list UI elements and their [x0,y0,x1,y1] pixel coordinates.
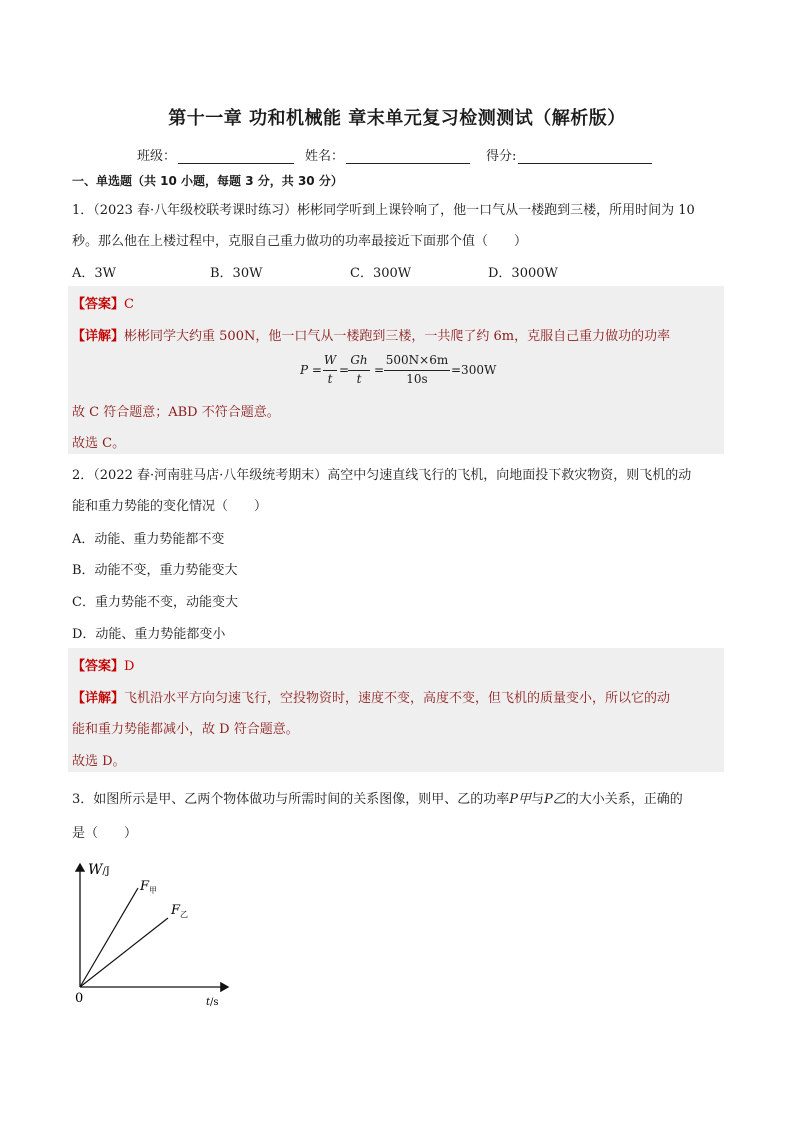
q1-final: 故选 C。 [72,436,126,451]
section-heading: 一、单选题（共 10 小题，每题 3 分，共 30 分） [72,174,343,188]
q2-stem-line2: 能和重力势能的变化情况（ ） [72,499,268,514]
q1-detail-tag: 【详解】 [72,329,125,344]
q1-stem-line1: 1．（2023 春·八年级校联考课时练习）彬彬同学听到上课铃响了，他一口气从一楼跑到三楼，所用时间为 10 [72,203,695,218]
q2-answer [72,655,134,674]
origin-label: 0 [75,991,84,1006]
class-field[interactable] [137,145,294,164]
formula-result: =300W [451,363,497,377]
formula-frac-values [384,353,450,389]
frac3-num: 500N×6m [385,353,449,367]
q1-detail-text: 彬彬同学大约重 500N，他一口气从一楼跑到三楼，一共爬了约 6m，克服自己重力做功的功率 [124,329,671,344]
q2-option-c: C．重力势能不变，动能变大 [72,595,238,610]
q3-stem-line1 [72,788,683,807]
frac1-bar [323,370,337,371]
class-blank[interactable] [178,150,294,164]
frac2-den: t [356,372,362,386]
formula-eq1: = [339,363,350,377]
q2-final: 故选 D。 [72,754,126,769]
line-yi-label: $F_乙$ [171,903,189,919]
q3-text-a: 3．如图所示是甲、乙两个物体做功与所需时间的关系图像，则甲、乙的功率 [72,792,510,807]
class-label: 班级： [137,149,177,164]
score-blank[interactable] [518,150,652,164]
q1-option-d: D．3000W [488,266,558,281]
q3-p-yi: P乙 [544,792,566,807]
frac1-den: t [327,372,333,386]
q1-answer [72,293,134,312]
x-axis-label: t/s [206,997,219,1008]
q1-option-c: C．300W [350,266,412,281]
q2-answer-value: D [124,659,135,674]
work-time-graph [60,850,250,1010]
q3-text-mid: 与 [531,792,545,807]
formula-frac-gh-t [348,353,370,389]
q3-text-b: 的大小关系，正确的 [565,792,683,807]
q1-stem-line2: 秒。那么他在上楼过程中，克服自己重力做功的功率最接近下面那个值（ ） [72,234,528,249]
q1-answer-value: C [124,297,134,312]
page-title: 第十一章 功和机械能 章末单元复习检测测试（解析版） [168,108,626,129]
q1-conclusion: 故 C 符合题意；ABD 不符合题意。 [72,405,280,420]
q2-option-a: A．动能、重力势能都不变 [72,532,225,547]
name-blank[interactable] [346,150,470,164]
formula-p: P = [300,363,322,377]
q2-detail-line1 [72,687,670,706]
formula-eq2: = [374,363,385,377]
q2-answer-box [68,648,724,772]
frac3-bar [384,370,450,371]
q1-detail [72,325,670,344]
q2-option-b: B．动能不变，重力势能变大 [72,563,238,578]
q2-option-d: D．动能、重力势能都变小 [72,627,226,642]
q2-detail-text1: 飞机沿水平方向匀速飞行，空投物资时，速度不变，高度不变，但飞机的质量变小，所以它的动 [124,691,671,706]
line-jia [80,888,138,987]
q3-p-jia: P甲 [509,792,532,807]
frac2-bar [348,370,370,371]
y-axis-label: W/J [88,862,110,878]
line-yi [80,918,168,987]
formula-frac-w-t [323,353,337,389]
name-field[interactable] [305,145,470,164]
q3-stem-line2: 是（ ） [72,826,138,841]
line-jia-label: $F_甲$ [140,879,158,895]
q1-option-b: B．30W [210,266,263,281]
name-label: 姓名： [305,149,345,164]
q1-option-a: A．3W [72,266,117,281]
q2-detail-line2: 能和重力势能都减小，故 D 符合题意。 [72,722,299,737]
q2-stem-line1: 2．（2022 春·河南驻马店·八年级统考期末）高空中匀速直线飞行的飞机，向地面投下救灾物资，则飞机的动 [72,468,692,483]
frac2-num: Gh [350,353,368,367]
frac1-num: W [323,353,337,367]
q1-answer-tag: 【答案】 [72,297,125,312]
score-label: 得分: [486,149,517,164]
score-field[interactable] [486,145,652,164]
q2-detail-tag: 【详解】 [72,691,125,706]
q2-answer-tag: 【答案】 [72,659,125,674]
frac3-den: 10s [406,372,428,386]
